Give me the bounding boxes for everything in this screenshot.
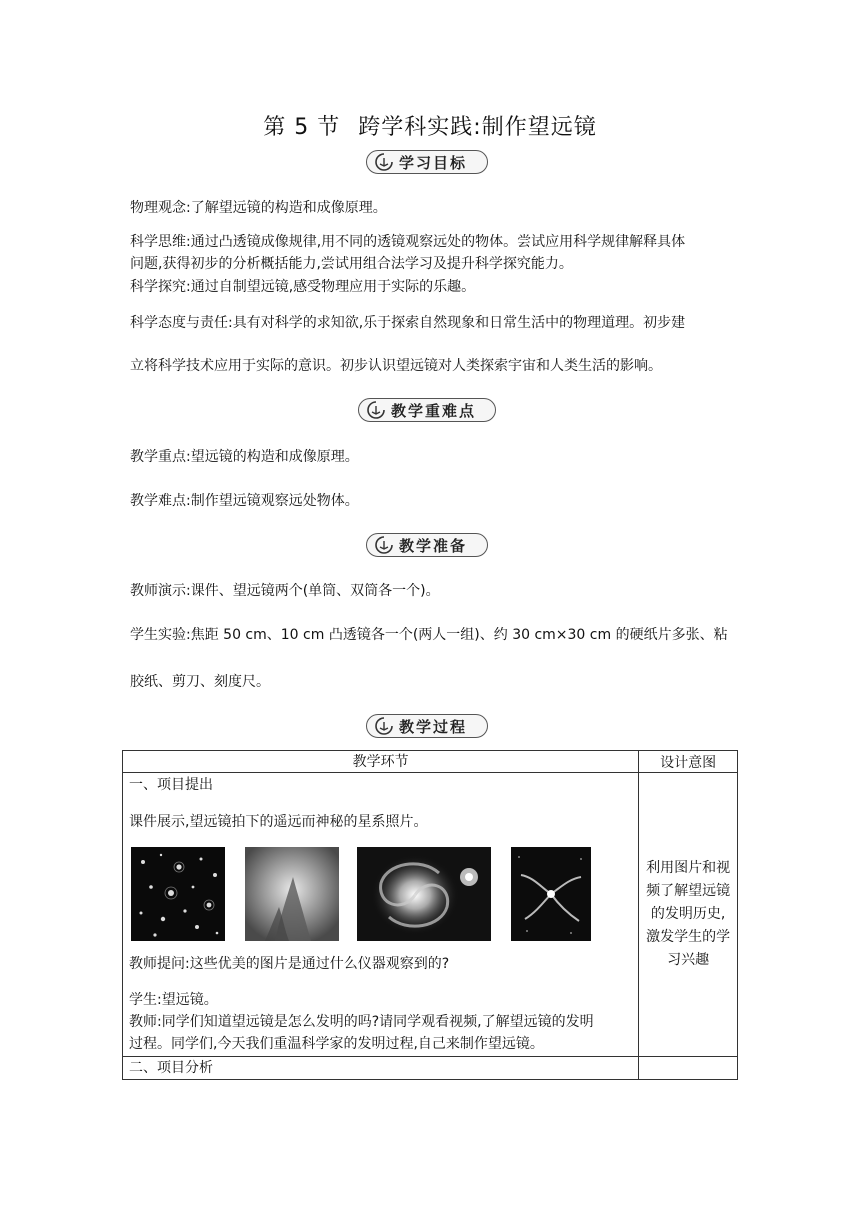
goal-inquiry: 科学探究:通过自制望远镜,感受物理应用于实际的乐趣。 [130, 279, 476, 295]
page-title [0, 110, 860, 141]
book-swirl-icon [373, 716, 395, 736]
section-number: 第 5 节 [263, 115, 341, 140]
goal-thinking-line1: 科学思维:通过凸透镜成像规律,用不同的透镜观察远处的物体。尝试应用科学规律解释具体 [130, 234, 686, 250]
goal-attitude-line1: 科学态度与责任:具有对科学的求知欲,乐于探索自然现象和日常生活中的物理道理。初步建 [130, 315, 686, 331]
teacher-question: 教师提问:这些优美的图片是通过什么仪器观察到的? [129, 956, 450, 972]
key-difficulty: 教学难点:制作望远镜观察远处物体。 [130, 493, 359, 509]
key-points-badge [358, 398, 496, 422]
planetary-nebula-photo [511, 847, 591, 941]
prep-student-line2: 胶纸、剪刀、刻度尺。 [130, 674, 270, 690]
book-swirl-icon [373, 535, 395, 555]
teacher-explain-line2: 过程。同学们,今天我们重温科学家的发明过程,自己来制作望远镜。 [129, 1036, 544, 1052]
stage-cell [123, 773, 639, 1057]
student-answer: 学生:望远镜。 [129, 992, 218, 1008]
design-intent-text: 利用图片和视频了解望远镜的发明历史,激发学生的学习兴趣 [646, 860, 731, 968]
teacher-explain-line1: 教师:同学们知道望远镜是怎么发明的吗?请同学观看视频,了解望远镜的发明 [129, 1014, 594, 1030]
table-row [123, 773, 738, 1057]
key-focus: 教学重点:望远镜的构造和成像原理。 [130, 449, 359, 465]
badge-label: 学习目标 [399, 153, 468, 172]
galaxy-photos [129, 847, 632, 941]
goal-attitude-line2: 立将科学技术应用于实际的意识。初步认识望远镜对人类探索宇宙和人类生活的影响。 [130, 358, 662, 374]
nebula-photo [245, 847, 339, 941]
section-topic: 跨学科实践:制作望远镜 [358, 115, 597, 140]
stage-cell [123, 1057, 639, 1080]
book-swirl-icon [365, 400, 387, 420]
stage-show-text: 课件展示,望远镜拍下的遥远而神秘的星系照片。 [129, 814, 428, 830]
book-swirl-icon [373, 152, 395, 172]
badge-label: 教学准备 [399, 536, 468, 555]
header-teaching-stage: 教学环节 [123, 751, 639, 773]
intent-cell [639, 773, 738, 1057]
badge-label: 教学重难点 [391, 401, 477, 420]
stage-heading: 二、项目分析 [129, 1060, 213, 1076]
learning-goals-badge [366, 150, 488, 174]
table-row [123, 1057, 738, 1080]
spiral-galaxy-photo [357, 847, 491, 941]
stage-heading: 一、项目提出 [129, 777, 213, 793]
badge-label: 教学过程 [399, 717, 468, 736]
teaching-process-table [122, 750, 738, 1080]
prep-student-line1: 学生实验:焦距 50 cm、10 cm 凸透镜各一个(两人一组)、约 30 cm×30 cm 的硬纸片多张、粘 [130, 627, 728, 643]
star-cluster-photo [131, 847, 225, 941]
teaching-process-badge [366, 714, 488, 738]
table-header-row [123, 751, 738, 773]
teaching-prep-badge [366, 533, 488, 557]
intent-cell [639, 1057, 738, 1080]
goal-concept: 物理观念:了解望远镜的构造和成像原理。 [130, 200, 387, 216]
goal-thinking-line2: 问题,获得初步的分析概括能力,尝试用组合法学习及提升科学探究能力。 [130, 256, 573, 272]
prep-teacher: 教师演示:课件、望远镜两个(单筒、双筒各一个)。 [130, 583, 440, 599]
header-design-intent: 设计意图 [639, 751, 738, 773]
